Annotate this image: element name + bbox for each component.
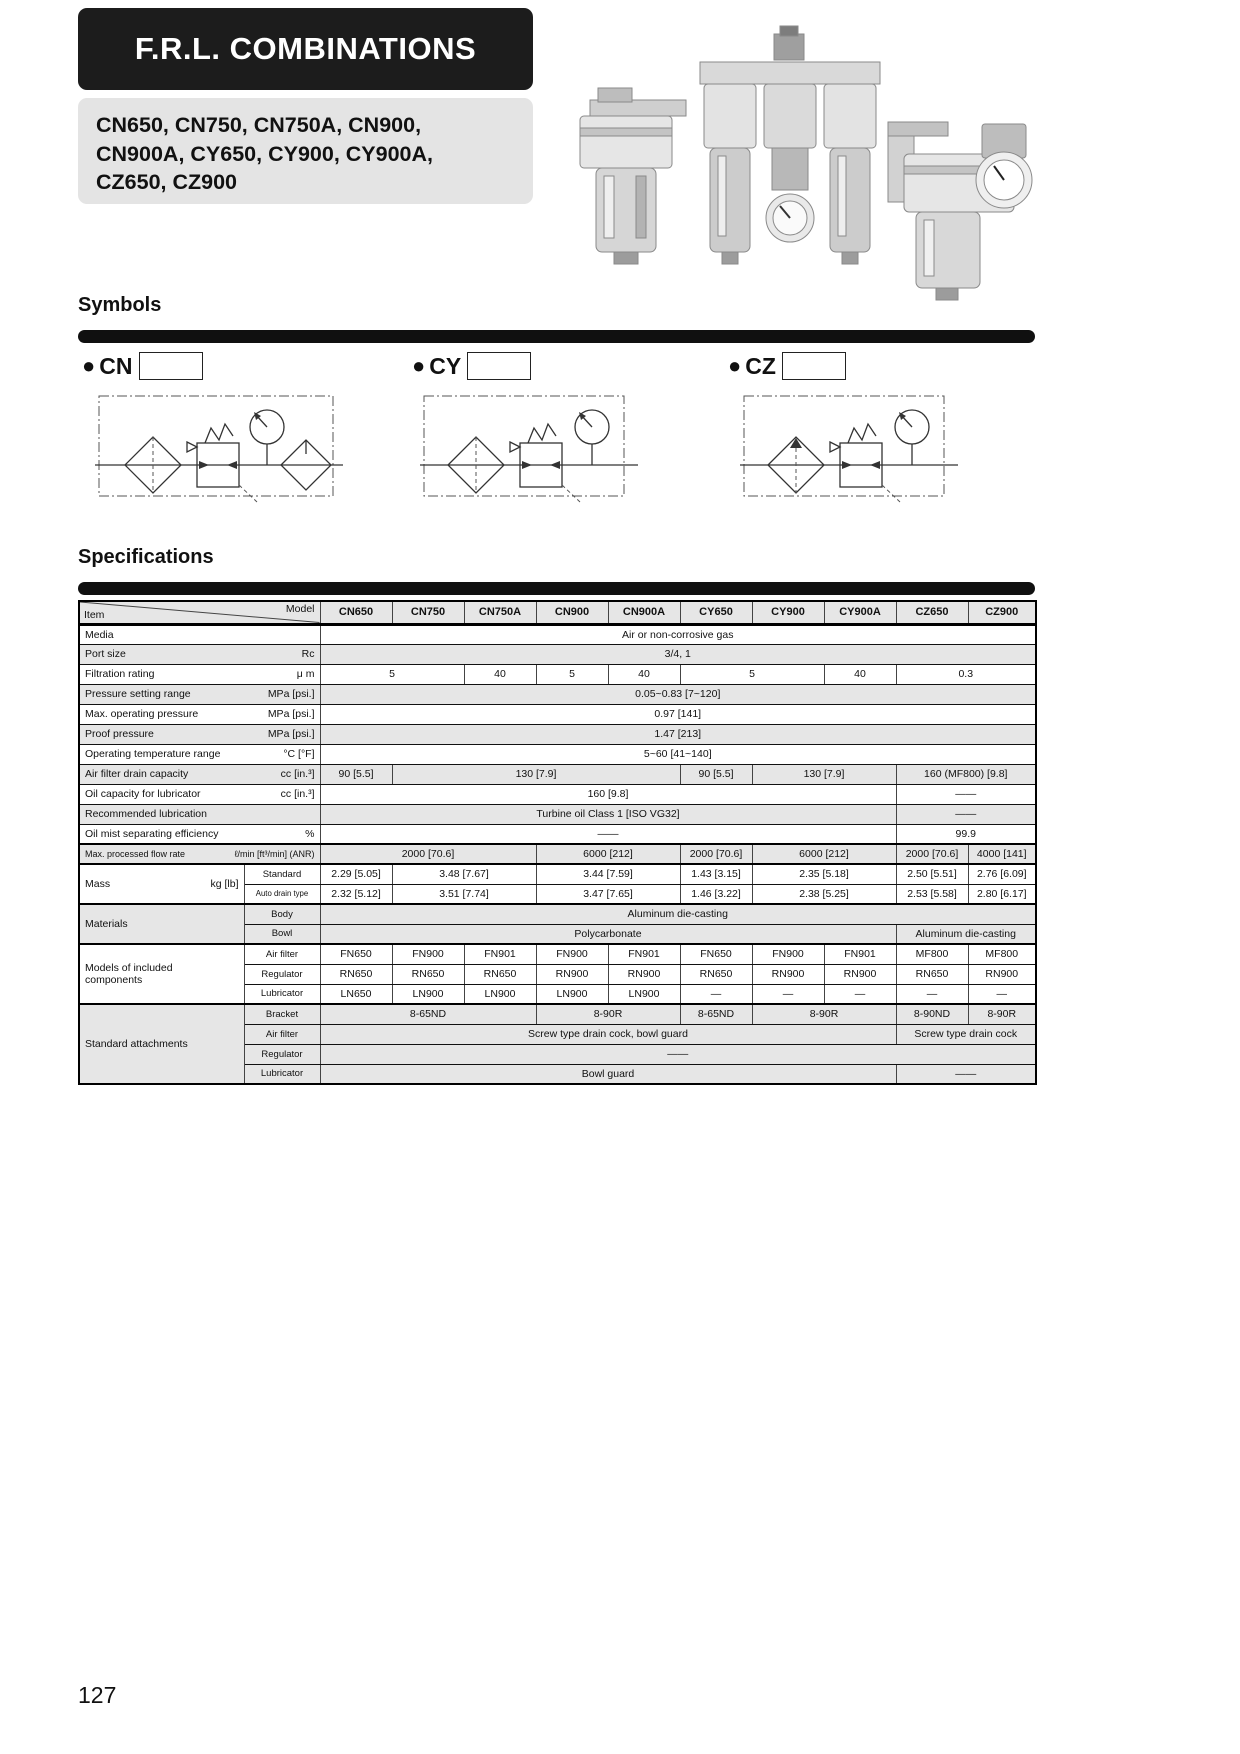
spec-cell: FN650 <box>320 944 392 964</box>
row-sublabel: Air filter <box>244 1024 320 1044</box>
spec-cell: 5~60 [41~140] <box>320 744 1036 764</box>
spec-header-row <box>79 601 1036 624</box>
specifications-divider-bar <box>78 582 1035 595</box>
spec-row <box>79 624 1036 644</box>
spec-cell: RN900 <box>968 964 1036 984</box>
spec-cell: FN900 <box>392 944 464 964</box>
row-label: Max. operating pressure MPa [psi.] <box>79 704 320 724</box>
spec-row <box>79 844 1036 864</box>
spec-cell: 8-90ND <box>896 1004 968 1024</box>
spec-cell: FN900 <box>752 944 824 964</box>
column-header: CY900A <box>824 601 896 624</box>
spec-row <box>79 1004 1036 1024</box>
spec-row <box>79 864 1036 884</box>
row-sublabel: Auto drain type <box>244 884 320 904</box>
spec-cell: 0.97 [141] <box>320 704 1036 724</box>
row-sublabel: Standard <box>244 864 320 884</box>
spec-row <box>79 724 1036 744</box>
row-sublabel: Bracket <box>244 1004 320 1024</box>
spec-cell: 6000 [212] <box>752 844 896 864</box>
symbols-divider-bar <box>78 330 1035 343</box>
spec-cell: — <box>824 984 896 1004</box>
spec-cell: FN901 <box>608 944 680 964</box>
spec-row <box>79 944 1036 964</box>
spec-cell: Aluminum die-casting <box>896 924 1036 944</box>
spec-cell: 3.51 [7.74] <box>392 884 536 904</box>
symbol-series-label: CZ <box>745 352 776 379</box>
spec-row <box>79 904 1036 924</box>
model-suffix-box <box>467 352 531 380</box>
row-group-label: Mass kg [lb] <box>79 864 244 904</box>
spec-cell: 40 <box>608 664 680 684</box>
spec-cell: LN900 <box>464 984 536 1004</box>
spec-cell: 1.43 [3.15] <box>680 864 752 884</box>
spec-cell: Aluminum die-casting <box>320 904 1036 924</box>
corner-model-label: Model <box>285 603 315 615</box>
spec-cell: RN900 <box>536 964 608 984</box>
spec-cell: 8-65ND <box>680 1004 752 1024</box>
diagonal-divider <box>80 602 320 623</box>
spec-cell: RN650 <box>464 964 536 984</box>
spec-cell: 90 [5.5] <box>680 764 752 784</box>
symbols-heading: Symbols <box>78 294 162 316</box>
spec-cell: 99.9 <box>896 824 1036 844</box>
column-header: CN750A <box>464 601 536 624</box>
row-sublabel: Regulator <box>244 1044 320 1064</box>
bullet-icon: ● <box>728 353 742 378</box>
spec-cell: 160 (MF800) [9.8] <box>896 764 1036 784</box>
spec-row <box>79 644 1036 664</box>
spec-row <box>79 824 1036 844</box>
spec-cell: 130 [7.9] <box>392 764 680 784</box>
row-label: Air filter drain capacity cc [in.³] <box>79 764 320 784</box>
spec-cell: 3.44 [7.59] <box>536 864 680 884</box>
model-list-line: CN650, CN750, CN750A, CN900, <box>96 113 422 137</box>
circuit-diagram-cn <box>95 390 343 515</box>
spec-cell: 2.80 [6.17] <box>968 884 1036 904</box>
product-photo <box>552 4 1036 312</box>
row-label: Media <box>79 624 320 644</box>
spec-cell: Screw type drain cock, bowl guard <box>320 1024 896 1044</box>
spec-cell: Bowl guard <box>320 1064 896 1084</box>
frl-units-illustration <box>552 4 1036 312</box>
row-label: Oil mist separating efficiency % <box>79 824 320 844</box>
column-header: CN650 <box>320 601 392 624</box>
circuit-diagram-cz <box>740 390 958 515</box>
row-label: Port size Rc <box>79 644 320 664</box>
spec-cell: 8-90R <box>968 1004 1036 1024</box>
spec-cell: FN650 <box>680 944 752 964</box>
spec-cell: RN900 <box>608 964 680 984</box>
row-label: Operating temperature range °C [°F] <box>79 744 320 764</box>
spec-cell: 2.53 [5.58] <box>896 884 968 904</box>
spec-row <box>79 804 1036 824</box>
spec-cell: —— <box>320 1044 1036 1064</box>
spec-cell: — <box>752 984 824 1004</box>
spec-cell: — <box>896 984 968 1004</box>
column-header: CN900 <box>536 601 608 624</box>
spec-cell: RN650 <box>680 964 752 984</box>
column-header: CZ650 <box>896 601 968 624</box>
spec-cell: 1.46 [3.22] <box>680 884 752 904</box>
spec-cell: Polycarbonate <box>320 924 896 944</box>
spec-cell: 2.35 [5.18] <box>752 864 896 884</box>
spec-row <box>79 784 1036 804</box>
spec-cell: 2.32 [5.12] <box>320 884 392 904</box>
row-label: Pressure setting range MPa [psi.] <box>79 684 320 704</box>
spec-cell: — <box>968 984 1036 1004</box>
spec-cell: 2.29 [5.05] <box>320 864 392 884</box>
spec-cell: 8-90R <box>752 1004 896 1024</box>
spec-cell: LN650 <box>320 984 392 1004</box>
spec-cell: 1.47 [213] <box>320 724 1036 744</box>
model-suffix-box <box>782 352 846 380</box>
spec-cell: MF800 <box>896 944 968 964</box>
row-label: Filtration rating μ m <box>79 664 320 684</box>
column-header: CN750 <box>392 601 464 624</box>
row-label: Proof pressure MPa [psi.] <box>79 724 320 744</box>
spec-cell: 5 <box>680 664 824 684</box>
symbol-label-cy <box>412 352 531 380</box>
spec-cell: 2.76 [6.09] <box>968 864 1036 884</box>
specifications-heading: Specifications <box>78 546 214 568</box>
spec-cell: —— <box>896 804 1036 824</box>
spec-row <box>79 664 1036 684</box>
spec-cell: Screw type drain cock <box>896 1024 1036 1044</box>
spec-cell: 3/4, 1 <box>320 644 1036 664</box>
spec-cell: 0.3 <box>896 664 1036 684</box>
spec-cell: 6000 [212] <box>536 844 680 864</box>
spec-cell: 5 <box>320 664 464 684</box>
title-banner <box>78 8 533 90</box>
circuit-diagram-cy <box>420 390 638 515</box>
spec-cell: 5 <box>536 664 608 684</box>
spec-cell: 160 [9.8] <box>320 784 896 804</box>
column-header: CY650 <box>680 601 752 624</box>
bullet-icon: ● <box>412 353 426 378</box>
spec-cell: FN900 <box>536 944 608 964</box>
spec-cell: 3.48 [7.67] <box>392 864 536 884</box>
column-header: CZ900 <box>968 601 1036 624</box>
row-sublabel: Lubricator <box>244 984 320 1004</box>
spec-row <box>79 764 1036 784</box>
row-label: Max. processed flow rate ℓ/min [ft³/min] (ANR) <box>79 844 320 864</box>
spec-cell: Turbine oil Class 1 [ISO VG32] <box>320 804 896 824</box>
spec-cell: 4000 [141] <box>968 844 1036 864</box>
spec-cell: 2000 [70.6] <box>896 844 968 864</box>
spec-cell: LN900 <box>392 984 464 1004</box>
spec-cell: 2.38 [5.25] <box>752 884 896 904</box>
spec-cell: LN900 <box>536 984 608 1004</box>
spec-cell: RN900 <box>824 964 896 984</box>
spec-cell: LN900 <box>608 984 680 1004</box>
page-title: F.R.L. COMBINATIONS <box>134 31 477 66</box>
spec-cell: 2000 [70.6] <box>320 844 536 864</box>
row-group-label: Models of included components <box>79 944 244 1004</box>
bullet-icon: ● <box>82 353 96 378</box>
spec-cell: —— <box>896 1064 1036 1084</box>
symbol-label-cz <box>728 352 846 380</box>
symbol-series-label: CN <box>99 352 133 379</box>
row-sublabel: Bowl <box>244 924 320 944</box>
spec-cell: RN650 <box>392 964 464 984</box>
spec-cell: 40 <box>824 664 896 684</box>
spec-cell: FN901 <box>464 944 536 964</box>
symbol-series-label: CY <box>429 352 462 379</box>
spec-cell: 8-65ND <box>320 1004 536 1024</box>
item-model-corner-cell <box>79 601 320 624</box>
row-group-label: Materials <box>79 904 244 944</box>
row-sublabel: Regulator <box>244 964 320 984</box>
row-sublabel: Body <box>244 904 320 924</box>
spec-cell: 130 [7.9] <box>752 764 896 784</box>
row-group-label: Standard attachments <box>79 1004 244 1084</box>
spec-cell: 2000 [70.6] <box>680 844 752 864</box>
spec-row <box>79 704 1036 724</box>
row-sublabel: Air filter <box>244 944 320 964</box>
spec-cell: 2.50 [5.51] <box>896 864 968 884</box>
model-list-line: CZ650, CZ900 <box>96 170 238 195</box>
spec-row <box>79 684 1036 704</box>
symbol-label-cn <box>82 352 203 380</box>
spec-cell: FN901 <box>824 944 896 964</box>
spec-cell: RN650 <box>320 964 392 984</box>
page-number: 127 <box>78 1682 117 1708</box>
column-header: CN900A <box>608 601 680 624</box>
spec-cell: —— <box>320 824 896 844</box>
row-label: Oil capacity for lubricator cc [in.³] <box>79 784 320 804</box>
model-suffix-box <box>139 352 203 380</box>
spec-cell: MF800 <box>968 944 1036 964</box>
spec-cell: RN900 <box>752 964 824 984</box>
model-list-box <box>78 98 533 204</box>
spec-table <box>78 600 1037 1085</box>
spec-cell: —— <box>896 784 1036 804</box>
row-label: Recommended lubrication <box>79 804 320 824</box>
model-list-line: CN900A, CY650, CY900, CY900A, <box>96 141 434 166</box>
spec-cell: 3.47 [7.65] <box>536 884 680 904</box>
spec-cell: 8-90R <box>536 1004 680 1024</box>
spec-cell: RN650 <box>896 964 968 984</box>
spec-cell: 0.05~0.83 [7~120] <box>320 684 1036 704</box>
spec-cell: 40 <box>464 664 536 684</box>
spec-cell: 90 [5.5] <box>320 764 392 784</box>
spec-cell: — <box>680 984 752 1004</box>
spec-cell: Air or non-corrosive gas <box>320 624 1036 644</box>
corner-item-label: Item <box>84 608 105 621</box>
column-header: CY900 <box>752 601 824 624</box>
row-sublabel: Lubricator <box>244 1064 320 1084</box>
spec-row <box>79 744 1036 764</box>
